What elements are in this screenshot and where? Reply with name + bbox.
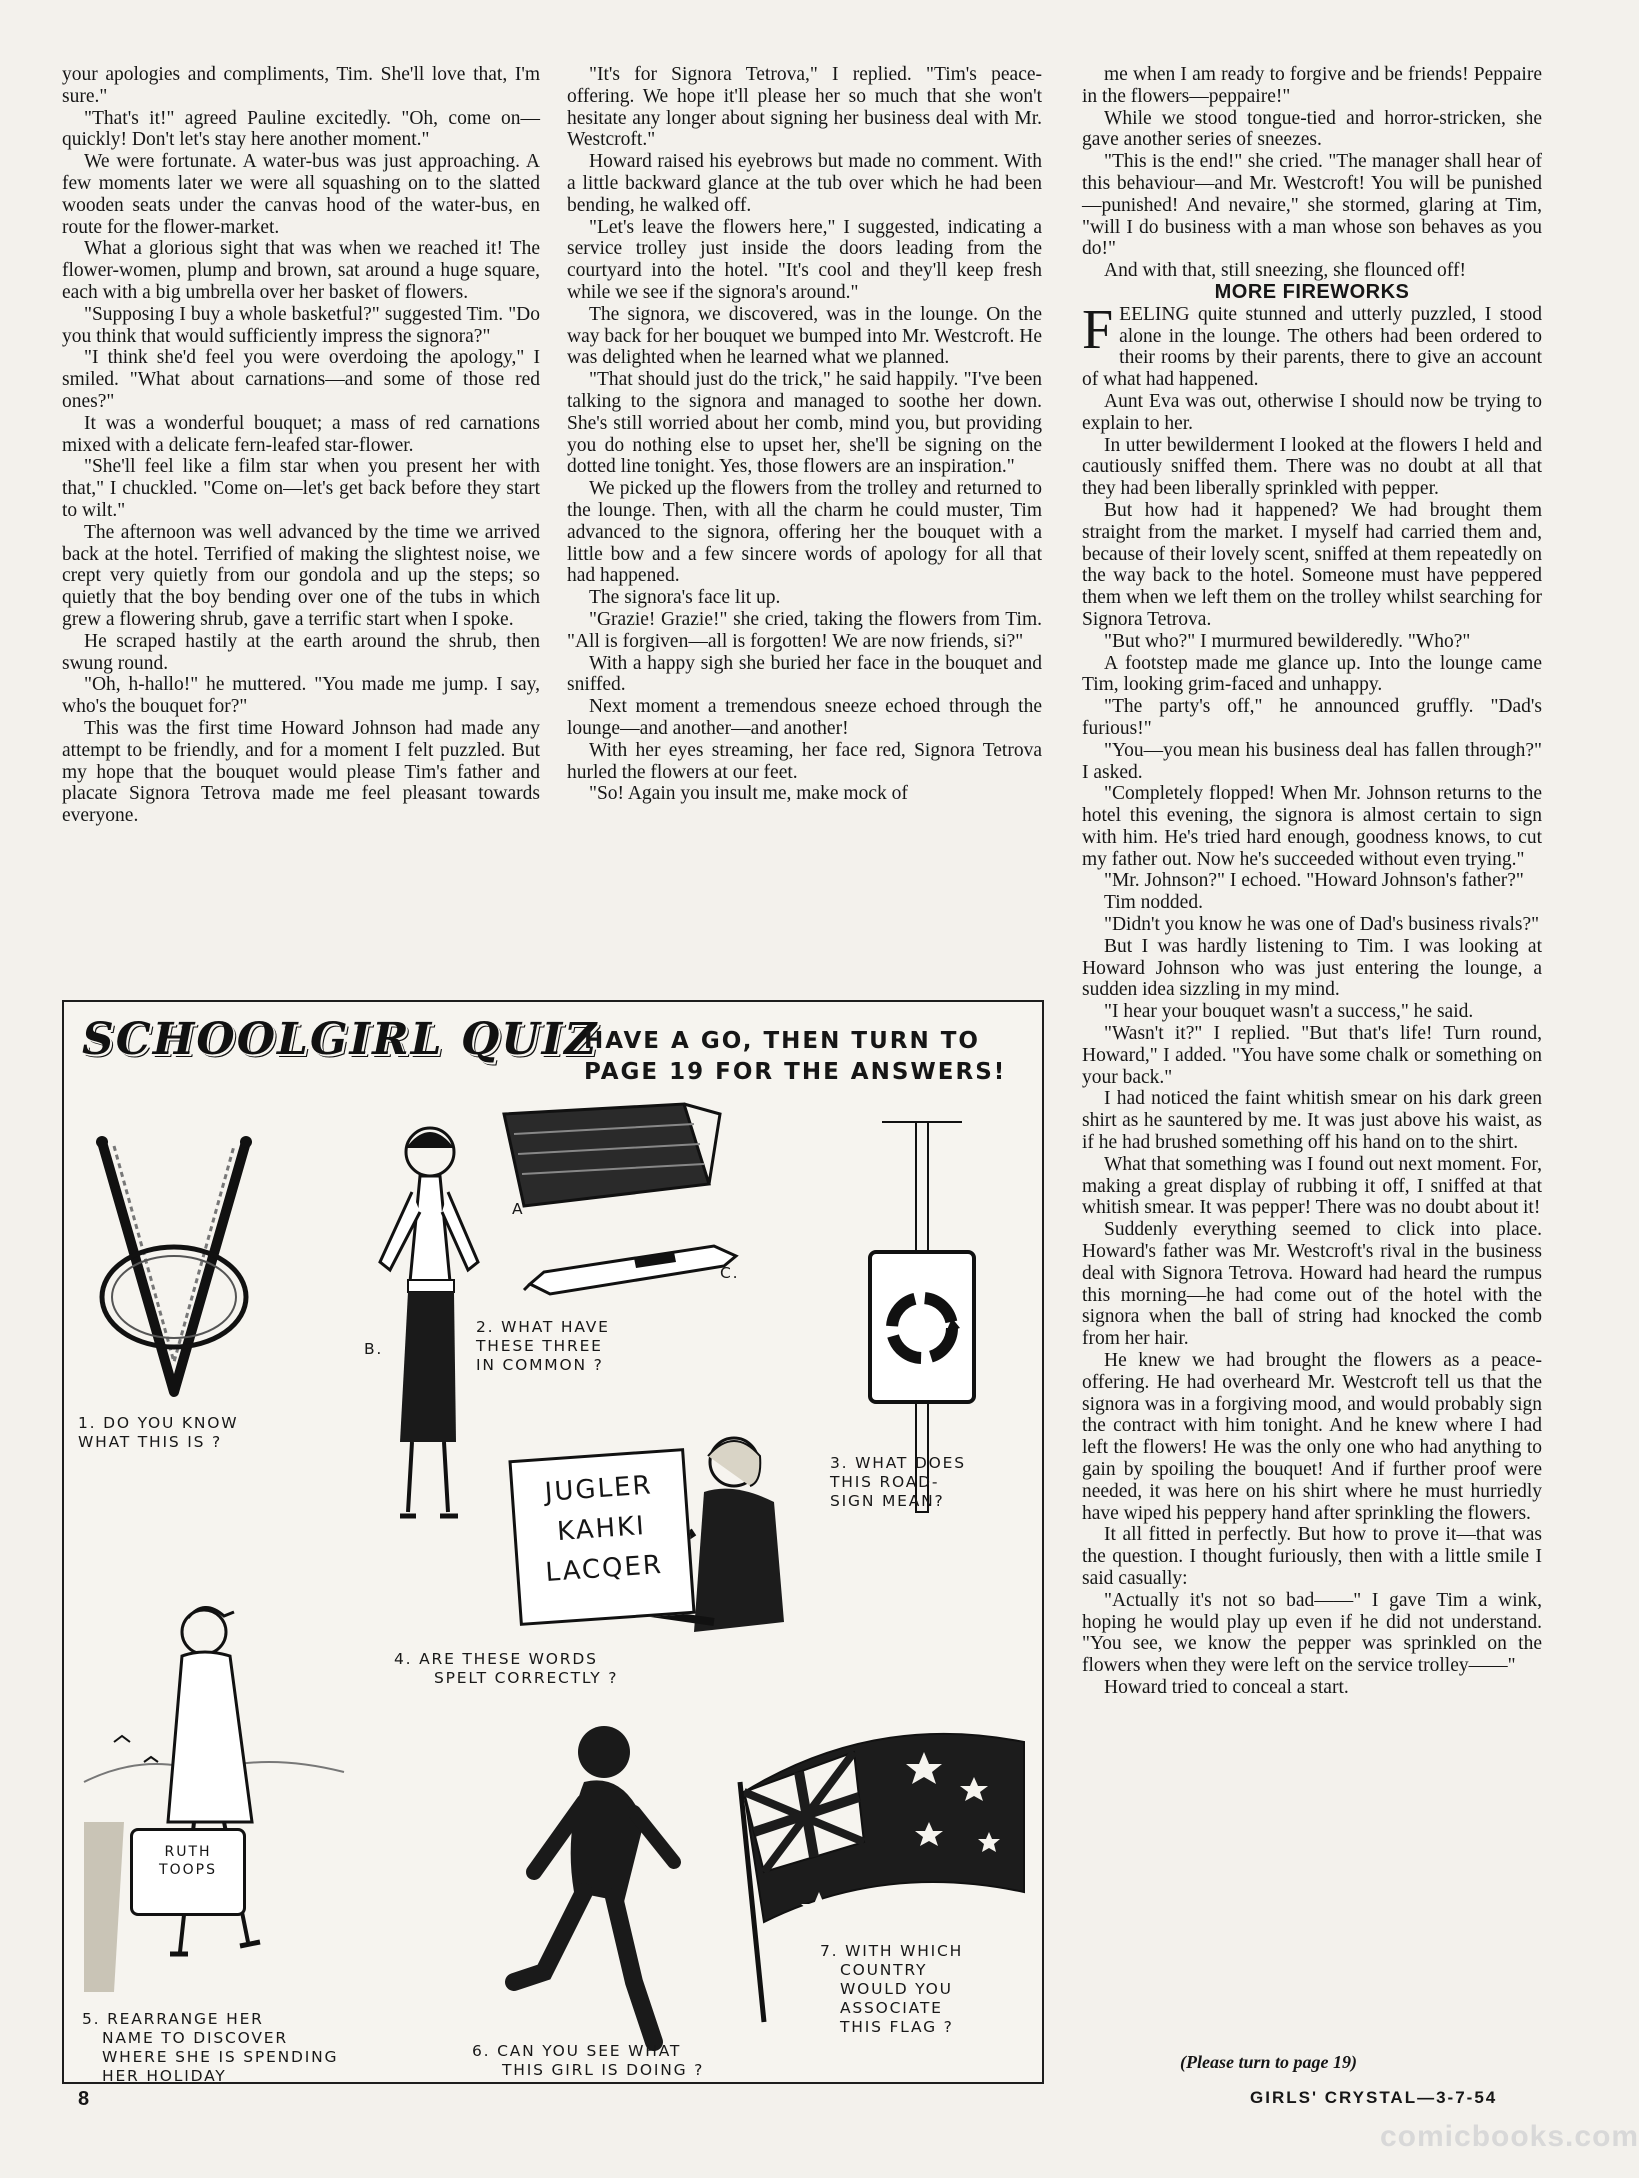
story-paragraph: But how had it happened? We had brought them straight from the market. I myself had carried them and, because of their lovely scent, sniffed at them repeatedly on the way back to the hotel. Someone must have peppered them when we left them on the trolley whilst searching for Signora Tetrova.: [1082, 499, 1542, 630]
story-paragraph: "Let's leave the flowers here," I suggested, indicating a service trolley just inside the doors leading from the courtyard into the hotel. "It's cool and they'll keep fresh while we see if the signora's around.": [567, 216, 1042, 303]
story-paragraph: It all fitted in perfectly. But how to prove it—that was the question. I thought furiously, then with a little smile I said casually:: [1082, 1524, 1542, 1589]
question-7: 7. WITH WHICH COUNTRY WOULD YOU ASSOCIATE THIS FLAG ?: [820, 1942, 964, 2036]
suitcase-word-1: RUTH: [164, 1844, 212, 1860]
girl-with-suitcase-illustration: [84, 1522, 344, 1992]
story-paragraph: This was the first time Howard Johnson had made any attempt to be friendly, and for a moment I felt puzzled. But my hope that the bouquet would please Tim's father and placate Signora Tetrova made me feel pleasant towards everyone.: [62, 717, 540, 827]
story-paragraph: We picked up the flowers from the trolley and returned to the lounge. Then, with all the charm he could muster, Tim advanced to the signora, offering her the bouquet with a little bow and a few sincere words of apology for all that had happened.: [567, 478, 1042, 587]
story-paragraph: A footstep made me glance up. Into the lounge came Tim, looking grim-faced and unhappy.: [1082, 652, 1542, 696]
page-number: 8: [78, 2088, 90, 2110]
story-paragraph: The signora, we discovered, was in the lounge. On the way back for her bouquet we bumped into Mr. Westcroft. He was delighted when he learned what we planned.: [567, 303, 1042, 369]
story-paragraph: Howard tried to conceal a start.: [1104, 1676, 1349, 1698]
story-paragraph: He knew we had brought the flowers as a peace-offering. He had overheard Mr. Westcroft tell us that the signora was in a forgiving mood, and would probably sign the contract with him tonight. And he knew where I had left the flowers! He was the only one who had anything to gain by spoiling the bouquet! And if further proof were needed, it was here on his shirt where he must hurriedly have wiped his peppery hand after sprinkling the flowers.: [1082, 1350, 1542, 1524]
question-3: 3. WHAT DOES THIS ROAD- SIGN MEAN?: [830, 1454, 966, 1510]
spelling-board: [508, 1448, 695, 1626]
story-paragraph: We were fortunate. A water-bus was just approaching. A few moments later we were all squashing on to the slatted wooden seats under the canvas hood of the water-bus, en route for the flower-market.: [62, 151, 540, 238]
story-paragraph: While we stood tongue-tied and horror-stricken, she gave another series of sneezes.: [1082, 107, 1542, 151]
story-paragraph: "The party's off," he announced gruffly. "Dad's furious!": [1082, 696, 1542, 739]
story-paragraph: "Wasn't it?" I replied. "But that's life! Turn round, Howard," I added. "You have some chalk or something on your back.": [1082, 1023, 1542, 1088]
quiz-instructions: [584, 1026, 1006, 1088]
suitcase: [130, 1828, 246, 1916]
dropcap: F: [1082, 298, 1114, 361]
story-paragraph: It was a wonderful bouquet; a mass of red carnations mixed with a delicate fern-leafed star-flower.: [62, 412, 540, 456]
story-paragraph: "But who?" I murmured bewilderedly. "Who?": [1104, 630, 1471, 652]
story-paragraph: But I was hardly listening to Tim. I was looking at Howard Johnson who was just entering the lounge, a sudden idea sizzling in my mind.: [1082, 935, 1542, 1001]
story-column-3-top: [1082, 64, 1542, 282]
suitcase-word-2: TOOPS: [159, 1862, 217, 1878]
story-paragraph: With her eyes streaming, her face red, Signora Tetrova hurled the flowers at our feet.: [567, 739, 1042, 783]
question-4: 4. ARE THESE WORDS SPELT CORRECTLY ?: [394, 1650, 619, 1687]
story-paragraph: And with that, still sneezing, she flounced off!: [1104, 260, 1466, 282]
story-paragraph: "It's for Signora Tetrova," I replied. "Tim's peace-offering. We hope it'll please her so much that she won't hesitate any longer about signing her business deal with Mr. Westcroft.": [567, 64, 1042, 151]
spelling-word-2: KAHKI: [556, 1510, 647, 1548]
story-paragraph: What that something was I found out next moment. For, making a great display of rubbing it off, I sniffed at that whitish smear. It was pepper! There was no doubt about it!: [1082, 1153, 1542, 1219]
story-paragraph: "So! Again you insult me, make mock of: [589, 783, 908, 805]
story-column-3-bottom: [1082, 391, 1542, 1699]
spelling-word-1: JUGLER: [543, 1470, 654, 1508]
quiz-title: SCHOOLGIRL QUIZ: [82, 1014, 599, 1065]
running-girl-silhouette-illustration: [494, 1712, 694, 2052]
story-column-3: [1082, 64, 1542, 1699]
spelling-word-3: LACQER: [544, 1549, 664, 1588]
story-paragraph: "I think she'd feel you were overdoing the apology," I smiled. "What about carnations—and some of those red ones?": [62, 347, 540, 412]
v-brooch-illustration: [84, 1122, 264, 1422]
dropcap-paragraph: [1082, 298, 1542, 391]
story-paragraph: "Actually it's not so bad——" I gave Tim a wink, hoping he would play up even if he did not understand. "You see, we know the pepper was sprinkled on the flowers when they were left on the service trolley——": [1082, 1589, 1542, 1677]
q2-label-a: A: [512, 1200, 525, 1218]
story-paragraph: "Completely flopped! When Mr. Johnson returns to the hotel this evening, the signora is almost certain to sign with him. He's tried hard enough, goodness knows, to cut my father out. Now he's succeeded without even trying.": [1082, 783, 1542, 870]
story-paragraph: He scraped hastily at the earth around the shrub, then swung round.: [62, 630, 540, 674]
story-paragraph: "Didn't you know he was one of Dad's business rivals?": [1104, 914, 1540, 936]
quiz-instruction-line-1: HAVE A GO, THEN TURN TO: [584, 1028, 980, 1054]
question-6: 6. CAN YOU SEE WHAT THIS GIRL IS DOING ?: [472, 2042, 705, 2079]
story-paragraph: The afternoon was well advanced by the time we arrived back at the hotel. Terrified of making the slightest noise, we crept very quietly from our gondola and up the steps; so quietly that the boy bending over one of the tubs in which grew a flowering shrub, gave a terrific start when I spoke.: [62, 521, 540, 630]
story-paragraph: "That's it!" agreed Pauline excitedly. "Oh, come on—quickly! Don't let's stay here another moment.": [62, 107, 540, 151]
story-column-1: [62, 64, 540, 827]
story-paragraph: "Mr. Johnson?" I echoed. "Howard Johnson's father?": [1104, 870, 1524, 892]
story-paragraph: Aunt Eva was out, otherwise I should now be trying to explain to her.: [1082, 390, 1542, 434]
story-paragraph: Tim nodded.: [1104, 892, 1203, 914]
story-paragraph: your apologies and compliments, Tim. She'll love that, I'm sure.": [62, 64, 540, 107]
dropcap-paragraph-text: EELING quite stunned and utterly puzzled, I stood alone in the lounge. The others had been ordered to their rooms by their parents, there to give an account of what had happened.: [1082, 303, 1542, 391]
story-paragraph: Howard raised his eyebrows but made no comment. With a little backward glance at the tub over which he had been bending, he walked off.: [567, 151, 1042, 216]
story-paragraph: Suddenly everything seemed to click into place. Howard's father was Mr. Westcroft's rival in the business deal with Signora Tetrova. Howard had heard the rumpus this morning—he had come out of the hotel with the signora when the ball of string had knocked the comb from her hair.: [1082, 1219, 1542, 1350]
story-paragraph: In utter bewilderment I looked at the flowers I held and cautiously sniffed them. There was no doubt at all that they had been liberally sprinkled with pepper.: [1082, 434, 1542, 500]
section-subhead: MORE FIREWORKS: [1214, 280, 1410, 303]
story-paragraph: Next moment a tremendous sneeze echoed through the lounge—and another—and another!: [567, 696, 1042, 739]
q2-label-b: B.: [364, 1340, 384, 1358]
story-paragraph: "Grazie! Grazie!" she cried, taking the flowers from Tim. "All is forgiven—all is forgotten! We are now friends, si?": [567, 608, 1042, 652]
story-paragraph: "That should just do the trick," he said happily. "I've been talking to the signora and managed to soothe her down. She's still worried about her comb, mind you, but providing you do nothing else to upset her, she'll be signing on the dotted line tonight. Yes, those flowers are an inspiration.": [567, 369, 1042, 478]
quiz-instruction-line-2: PAGE 19 FOR THE ANSWERS!: [584, 1059, 1007, 1085]
story-paragraph: With a happy sigh she buried her face in the bouquet and sniffed.: [567, 652, 1042, 696]
continued-note: (Please turn to page 19): [1180, 2052, 1357, 2072]
question-2: 2. WHAT HAVE THESE THREE IN COMMON ?: [476, 1318, 610, 1374]
story-paragraph: What a glorious sight that was when we reached it! The flower-women, plump and brown, sat around a huge square, each with a big umbrella over her basket of flowers.: [62, 238, 540, 303]
pencil-case-illustration: [494, 1094, 724, 1214]
story-paragraph: "Supposing I buy a whole basketful?" suggested Tim. "Do you think that would sufficiently impress the signora?": [62, 303, 540, 347]
watermark: comicbooks.com: [1380, 2120, 1639, 2153]
question-5: 5. REARRANGE HER NAME TO DISCOVER WHERE SHE IS SPENDING HER HOLIDAY: [82, 2010, 339, 2085]
question-1: 1. DO YOU KNOW WHAT THIS IS ?: [78, 1414, 239, 1451]
schoolgirl-quiz-panel: [62, 1000, 1044, 2084]
story-paragraph: "This is the end!" she cried. "The manager shall hear of this behaviour—and Mr. Westcroft! You will be punished—punished! And nevaire," she stormed, glaring at Tim, "will I do business with a man whose son behaves as you do!": [1082, 151, 1542, 260]
story-paragraph: I had noticed the faint whitish smear on his dark green shirt as he sauntered by me. It was just above his waist, as if he had brushed something off his hand on to the shirt.: [1082, 1088, 1542, 1154]
story-paragraph: "She'll feel like a film star when you present her with that," I chuckled. "Come on—let's get back before they start to wilt.": [62, 456, 540, 521]
story-column-2: [567, 64, 1042, 805]
q2-label-c: C.: [720, 1264, 740, 1282]
story-paragraph: me when I am ready to forgive and be friends! Peppaire in the flowers—peppaire!": [1082, 64, 1542, 107]
story-paragraph: The signora's face lit up.: [589, 587, 781, 609]
story-paragraph: "I hear your bouquet wasn't a success," he said.: [1104, 1001, 1474, 1023]
issue-footer: GIRLS' CRYSTAL—3-7-54: [1250, 2088, 1498, 2107]
story-paragraph: "Oh, h-hallo!" he muttered. "You made me jump. I say, who's the bouquet for?": [62, 674, 540, 718]
story-paragraph: "You—you mean his business deal has fallen through?" I asked.: [1082, 739, 1542, 783]
